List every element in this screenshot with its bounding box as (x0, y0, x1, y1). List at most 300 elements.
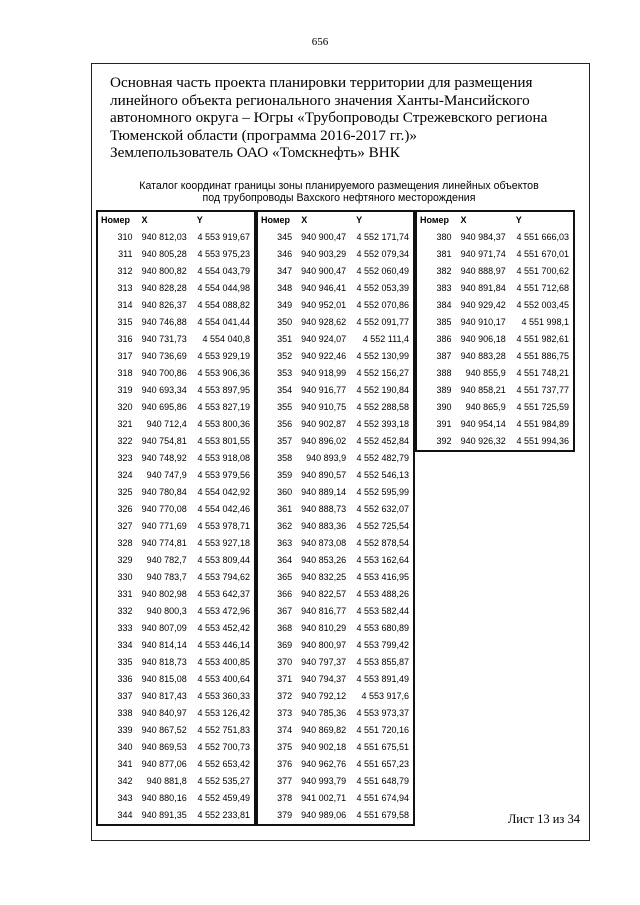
table-row (98, 314, 254, 331)
y-coordinate-cell: 4 551 982,61 (516, 334, 569, 344)
table-row (98, 586, 254, 603)
point-number-cell: 381 (436, 249, 452, 259)
table-row (98, 246, 254, 263)
y-coordinate-cell: 4 553 416,95 (356, 572, 409, 582)
x-coordinate-cell: 940 747,9 (146, 470, 187, 480)
x-coordinate-cell: 940 802,98 (141, 589, 187, 599)
point-number-cell: 327 (117, 521, 133, 531)
x-coordinate-cell: 940 832,25 (301, 572, 347, 582)
point-number-cell: 356 (277, 419, 293, 429)
point-number-cell: 377 (277, 776, 293, 786)
table-row (417, 263, 573, 280)
x-coordinate-cell: 940 818,73 (141, 657, 187, 667)
point-number-cell: 386 (436, 334, 452, 344)
point-number-cell: 348 (277, 283, 293, 293)
point-number-cell: 362 (277, 521, 293, 531)
y-coordinate-cell: 4 553 906,36 (197, 368, 250, 378)
x-coordinate-cell: 941 002,71 (301, 793, 347, 803)
point-number-cell: 378 (277, 793, 293, 803)
catalog-title-line: Каталог координат границы зоны планируемого размещения линейных объектов (139, 180, 539, 192)
table-row (258, 671, 413, 688)
y-coordinate-cell: 4 552 003,45 (516, 300, 569, 310)
table-row (98, 263, 254, 280)
table-row (98, 790, 254, 807)
y-coordinate-cell: 4 554 042,46 (197, 504, 250, 514)
y-coordinate-cell: 4 551 679,58 (356, 810, 409, 820)
point-number-cell: 364 (277, 555, 293, 565)
point-number-cell: 319 (117, 385, 133, 395)
x-coordinate-cell: 940 748,92 (141, 453, 187, 463)
y-coordinate-cell: 4 552 653,42 (197, 759, 250, 769)
table-row (98, 229, 254, 246)
point-number-cell: 310 (117, 232, 133, 242)
y-coordinate-cell: 4 553 918,08 (197, 453, 250, 463)
y-coordinate-cell: 4 553 855,87 (356, 657, 409, 667)
y-coordinate-cell: 4 553 929,19 (197, 351, 250, 361)
point-number-cell: 383 (436, 283, 452, 293)
point-number-cell: 351 (277, 334, 293, 344)
table-row (258, 620, 413, 637)
point-number-cell: 332 (117, 606, 133, 616)
table-row (98, 501, 254, 518)
coordinate-table-column-3 (415, 210, 575, 452)
y-coordinate-cell: 4 554 042,92 (197, 487, 250, 497)
y-coordinate-cell: 4 552 156,27 (356, 368, 409, 378)
y-coordinate-cell: 4 553 800,36 (197, 419, 250, 429)
header-x: X (141, 215, 148, 225)
y-coordinate-cell: 4 551 748,21 (516, 368, 569, 378)
table-row (258, 739, 413, 756)
y-coordinate-cell: 4 553 979,56 (197, 470, 250, 480)
table-row (98, 331, 254, 348)
point-number-cell: 366 (277, 589, 293, 599)
point-number-cell: 352 (277, 351, 293, 361)
y-coordinate-cell: 4 551 700,62 (516, 266, 569, 276)
x-coordinate-cell: 940 881,8 (146, 776, 187, 786)
y-coordinate-cell: 4 553 891,49 (356, 674, 409, 684)
x-coordinate-cell: 940 800,82 (141, 266, 187, 276)
point-number-cell: 392 (436, 436, 452, 446)
x-coordinate-cell: 940 891,84 (460, 283, 506, 293)
table-header-row (98, 212, 254, 229)
x-coordinate-cell: 940 810,29 (301, 623, 347, 633)
table-row (98, 773, 254, 790)
y-coordinate-cell: 4 552 130,99 (356, 351, 409, 361)
point-number-cell: 390 (436, 402, 452, 412)
x-coordinate-cell: 940 888,97 (460, 266, 506, 276)
point-number-cell: 354 (277, 385, 293, 395)
point-number-cell: 338 (117, 708, 133, 718)
table-row (98, 348, 254, 365)
x-coordinate-cell: 940 903,29 (301, 249, 347, 259)
y-coordinate-cell: 4 551 725,59 (516, 402, 569, 412)
point-number-cell: 345 (277, 232, 293, 242)
y-coordinate-cell: 4 552 233,81 (197, 810, 250, 820)
point-number-cell: 360 (277, 487, 293, 497)
table-row (258, 433, 413, 450)
table-row (258, 773, 413, 790)
table-row (98, 467, 254, 484)
table-row (258, 535, 413, 552)
point-number-cell: 347 (277, 266, 293, 276)
x-coordinate-cell: 940 989,06 (301, 810, 347, 820)
point-number-cell: 339 (117, 725, 133, 735)
table-row (98, 280, 254, 297)
table-row (417, 348, 573, 365)
y-coordinate-cell: 4 553 919,67 (197, 232, 250, 242)
table-row (258, 297, 413, 314)
point-number-cell: 331 (117, 589, 133, 599)
x-coordinate-cell: 940 800,3 (146, 606, 187, 616)
table-row (258, 603, 413, 620)
y-coordinate-cell: 4 552 111,4 (362, 334, 409, 344)
point-number-cell: 389 (436, 385, 452, 395)
y-coordinate-cell: 4 551 994,36 (516, 436, 569, 446)
y-coordinate-cell: 4 551 648,79 (356, 776, 409, 786)
table-row (258, 467, 413, 484)
x-coordinate-cell: 940 880,16 (141, 793, 187, 803)
table-row (258, 484, 413, 501)
header-line: автономного округа – Югры «Трубопроводы Стрежевского региона (110, 109, 548, 126)
x-coordinate-cell: 940 916,77 (301, 385, 347, 395)
y-coordinate-cell: 4 552 725,54 (356, 521, 409, 531)
x-coordinate-cell: 940 896,02 (301, 436, 347, 446)
point-number-cell: 371 (277, 674, 293, 684)
y-coordinate-cell: 4 553 582,44 (356, 606, 409, 616)
point-number-cell: 375 (277, 742, 293, 752)
point-number-cell: 328 (117, 538, 133, 548)
y-coordinate-cell: 4 551 666,03 (516, 232, 569, 242)
coordinate-table (417, 212, 573, 450)
x-coordinate-cell: 940 754,81 (141, 436, 187, 446)
x-coordinate-cell: 940 785,36 (301, 708, 347, 718)
table-header-row (258, 212, 413, 229)
y-coordinate-cell: 4 551 737,77 (516, 385, 569, 395)
x-coordinate-cell: 940 869,53 (141, 742, 187, 752)
header-x: X (301, 215, 308, 225)
x-coordinate-cell: 940 873,08 (301, 538, 347, 548)
table-header-row (417, 212, 573, 229)
point-number-cell: 361 (277, 504, 293, 514)
y-coordinate-cell: 4 553 400,85 (197, 657, 250, 667)
y-coordinate-cell: 4 551 998,1 (521, 317, 569, 327)
table-row (417, 297, 573, 314)
point-number-cell: 387 (436, 351, 452, 361)
point-number-cell: 372 (277, 691, 293, 701)
header-line: Тюменской области (программа 2016-2017 гг.)» (110, 126, 417, 144)
y-coordinate-cell: 4 553 400,64 (197, 674, 250, 684)
y-coordinate-cell: 4 552 482,79 (356, 453, 409, 463)
point-number-cell: 318 (117, 368, 133, 378)
y-coordinate-cell: 4 552 079,34 (356, 249, 409, 259)
point-number-cell: 367 (277, 606, 293, 616)
y-coordinate-cell: 4 553 827,19 (197, 402, 250, 412)
point-number-cell: 384 (436, 300, 452, 310)
x-coordinate-cell: 940 928,62 (301, 317, 347, 327)
x-coordinate-cell: 940 865,9 (465, 402, 506, 412)
y-coordinate-cell: 4 551 984,89 (516, 419, 569, 429)
x-coordinate-cell: 940 869,82 (301, 725, 347, 735)
x-coordinate-cell: 940 922,46 (301, 351, 347, 361)
x-coordinate-cell: 940 918,99 (301, 368, 347, 378)
y-coordinate-cell: 4 553 126,42 (197, 708, 250, 718)
x-coordinate-cell: 940 952,01 (301, 300, 347, 310)
table-row (258, 586, 413, 603)
x-coordinate-cell: 940 906,18 (460, 334, 506, 344)
point-number-cell: 374 (277, 725, 293, 735)
point-number-cell: 353 (277, 368, 293, 378)
table-row (98, 484, 254, 501)
point-number-cell: 326 (117, 504, 133, 514)
table-row (417, 229, 573, 246)
coordinate-table-column-2 (256, 210, 415, 826)
header-x: X (460, 215, 467, 225)
page-number: 656 (311, 36, 329, 48)
sheet-label: Лист 13 из 34 (507, 812, 580, 826)
table-row (258, 688, 413, 705)
point-number-cell: 369 (277, 640, 293, 650)
point-number-cell: 365 (277, 572, 293, 582)
table-row (258, 807, 413, 824)
y-coordinate-cell: 4 552 700,73 (197, 742, 250, 752)
table-row (417, 314, 573, 331)
table-row (98, 450, 254, 467)
x-coordinate-cell: 940 712,4 (146, 419, 187, 429)
x-coordinate-cell: 940 800,97 (301, 640, 347, 650)
point-number-cell: 316 (117, 334, 133, 344)
y-coordinate-cell: 4 552 393,18 (356, 419, 409, 429)
x-coordinate-cell: 940 867,52 (141, 725, 187, 735)
y-coordinate-cell: 4 551 720,16 (356, 725, 409, 735)
x-coordinate-cell: 940 771,69 (141, 521, 187, 531)
table-row (417, 416, 573, 433)
table-row (258, 756, 413, 773)
y-coordinate-cell: 4 552 751,83 (197, 725, 250, 735)
table-row (417, 399, 573, 416)
point-number-cell: 379 (277, 810, 293, 820)
y-coordinate-cell: 4 553 452,42 (197, 623, 250, 633)
y-coordinate-cell: 4 553 978,71 (197, 521, 250, 531)
table-row (258, 365, 413, 382)
header-y: Y (515, 215, 522, 225)
point-number-cell: 373 (277, 708, 293, 718)
y-coordinate-cell: 4 552 288,58 (356, 402, 409, 412)
x-coordinate-cell: 940 774,81 (141, 538, 187, 548)
table-row (258, 722, 413, 739)
point-number-cell: 315 (117, 317, 133, 327)
point-number-cell: 336 (117, 674, 133, 684)
header-y: Y (196, 215, 203, 225)
point-number-cell: 320 (117, 402, 133, 412)
x-coordinate-cell: 940 693,34 (141, 385, 187, 395)
y-coordinate-cell: 4 552 190,84 (356, 385, 409, 395)
x-coordinate-cell: 940 817,43 (141, 691, 187, 701)
y-coordinate-cell: 4 553 680,89 (356, 623, 409, 633)
y-coordinate-cell: 4 554 044,98 (197, 283, 250, 293)
y-coordinate-cell: 4 553 794,62 (197, 572, 250, 582)
y-coordinate-cell: 4 551 886,75 (516, 351, 569, 361)
y-coordinate-cell: 4 554 088,82 (197, 300, 250, 310)
x-coordinate-cell: 940 731,73 (141, 334, 187, 344)
y-coordinate-cell: 4 552 091,77 (356, 317, 409, 327)
header-number: Номер (261, 215, 291, 225)
y-coordinate-cell: 4 554 040,8 (202, 334, 250, 344)
point-number-cell: 382 (436, 266, 452, 276)
point-number-cell: 342 (117, 776, 133, 786)
x-coordinate-cell: 940 780,84 (141, 487, 187, 497)
x-coordinate-cell: 940 782,7 (146, 555, 187, 565)
x-coordinate-cell: 940 853,26 (301, 555, 347, 565)
table-row (417, 246, 573, 263)
table-row (417, 382, 573, 399)
point-number-cell: 323 (117, 453, 133, 463)
table-row (258, 382, 413, 399)
point-number-cell: 324 (117, 470, 133, 480)
point-number-cell: 358 (277, 453, 293, 463)
point-number-cell: 335 (117, 657, 133, 667)
x-coordinate-cell: 940 929,42 (460, 300, 506, 310)
table-row (258, 263, 413, 280)
document-header (110, 74, 580, 162)
table-row (417, 280, 573, 297)
y-coordinate-cell: 4 553 162,64 (356, 555, 409, 565)
x-coordinate-cell: 940 889,14 (301, 487, 347, 497)
x-coordinate-cell: 940 910,17 (460, 317, 506, 327)
table-row (98, 705, 254, 722)
y-coordinate-cell: 4 551 674,94 (356, 793, 409, 803)
y-coordinate-cell: 4 553 799,42 (356, 640, 409, 650)
y-coordinate-cell: 4 553 917,6 (361, 691, 409, 701)
table-row (98, 569, 254, 586)
table-row (417, 365, 573, 382)
x-coordinate-cell: 940 971,74 (460, 249, 506, 259)
x-coordinate-cell: 940 783,7 (146, 572, 187, 582)
header-line: Основная часть проекта планировки территории для размещения (110, 74, 533, 91)
table-row (258, 416, 413, 433)
x-coordinate-cell: 940 816,77 (301, 606, 347, 616)
x-coordinate-cell: 940 891,35 (141, 810, 187, 820)
table-row (98, 620, 254, 637)
x-coordinate-cell: 940 890,57 (301, 470, 347, 480)
y-coordinate-cell: 4 553 927,18 (197, 538, 250, 548)
point-number-cell: 357 (277, 436, 293, 446)
point-number-cell: 334 (117, 640, 133, 650)
table-row (258, 705, 413, 722)
y-coordinate-cell: 4 552 632,07 (356, 504, 409, 514)
y-coordinate-cell: 4 551 712,68 (516, 283, 569, 293)
point-number-cell: 346 (277, 249, 293, 259)
point-number-cell: 340 (117, 742, 133, 752)
point-number-cell: 391 (436, 419, 452, 429)
x-coordinate-cell: 940 888,73 (301, 504, 347, 514)
x-coordinate-cell: 940 902,18 (301, 742, 347, 752)
coordinate-table-column-1 (96, 210, 256, 826)
table-row (258, 501, 413, 518)
table-row (258, 246, 413, 263)
catalog-title-line: под трубопроводы Вахского нефтяного месторождения (202, 192, 476, 204)
x-coordinate-cell: 940 900,47 (301, 266, 347, 276)
x-coordinate-cell: 940 858,21 (460, 385, 506, 395)
x-coordinate-cell: 940 954,14 (460, 419, 506, 429)
header-line: линейного объекта регионального значения Ханты-Мансийского (110, 91, 530, 109)
y-coordinate-cell: 4 552 053,39 (356, 283, 409, 293)
y-coordinate-cell: 4 552 535,27 (197, 776, 250, 786)
table-row (258, 314, 413, 331)
point-number-cell: 325 (117, 487, 133, 497)
x-coordinate-cell: 940 984,37 (460, 232, 506, 242)
y-coordinate-cell: 4 552 595,99 (356, 487, 409, 497)
x-coordinate-cell: 940 900,47 (301, 232, 347, 242)
table-row (98, 739, 254, 756)
point-number-cell: 350 (277, 317, 293, 327)
point-number-cell: 355 (277, 402, 293, 412)
table-row (98, 688, 254, 705)
table-row (258, 229, 413, 246)
header-line: Землепользователь ОАО «Томскнефть» ВНК (110, 144, 400, 161)
y-coordinate-cell: 4 553 973,37 (356, 708, 409, 718)
x-coordinate-cell: 940 902,87 (301, 419, 347, 429)
table-row (417, 331, 573, 348)
x-coordinate-cell: 940 805,28 (141, 249, 187, 259)
table-row (258, 569, 413, 586)
y-coordinate-cell: 4 551 670,01 (516, 249, 569, 259)
x-coordinate-cell: 940 794,37 (301, 674, 347, 684)
table-row (98, 518, 254, 535)
header-number: Номер (101, 215, 131, 225)
x-coordinate-cell: 940 946,41 (301, 283, 347, 293)
x-coordinate-cell: 940 826,37 (141, 300, 187, 310)
table-row (258, 450, 413, 467)
table-row (98, 654, 254, 671)
x-coordinate-cell: 940 746,88 (141, 317, 187, 327)
y-coordinate-cell: 4 552 070,86 (356, 300, 409, 310)
header-number: Номер (420, 215, 450, 225)
point-number-cell: 312 (117, 266, 133, 276)
x-coordinate-cell: 940 814,14 (141, 640, 187, 650)
y-coordinate-cell: 4 553 446,14 (197, 640, 250, 650)
y-coordinate-cell: 4 554 041,44 (197, 317, 250, 327)
y-coordinate-cell: 4 553 488,26 (356, 589, 409, 599)
x-coordinate-cell: 940 822,57 (301, 589, 347, 599)
coordinate-table (258, 212, 413, 824)
point-number-cell: 376 (277, 759, 293, 769)
point-number-cell: 388 (436, 368, 452, 378)
table-row (98, 756, 254, 773)
y-coordinate-cell: 4 553 801,55 (197, 436, 250, 446)
point-number-cell: 344 (117, 810, 133, 820)
table-row (258, 552, 413, 569)
point-number-cell: 322 (117, 436, 133, 446)
header-y: Y (356, 215, 363, 225)
x-coordinate-cell: 940 883,36 (301, 521, 347, 531)
table-row (258, 399, 413, 416)
point-number-cell: 333 (117, 623, 133, 633)
x-coordinate-cell: 940 883,28 (460, 351, 506, 361)
point-number-cell: 385 (436, 317, 452, 327)
x-coordinate-cell: 940 840,97 (141, 708, 187, 718)
point-number-cell: 363 (277, 538, 293, 548)
table-row (98, 433, 254, 450)
y-coordinate-cell: 4 551 657,23 (356, 759, 409, 769)
x-coordinate-cell: 940 700,86 (141, 368, 187, 378)
point-number-cell: 370 (277, 657, 293, 667)
y-coordinate-cell: 4 552 459,49 (197, 793, 250, 803)
table-row (258, 348, 413, 365)
y-coordinate-cell: 4 553 642,37 (197, 589, 250, 599)
table-row (258, 654, 413, 671)
x-coordinate-cell: 940 828,28 (141, 283, 187, 293)
y-coordinate-cell: 4 552 546,13 (356, 470, 409, 480)
